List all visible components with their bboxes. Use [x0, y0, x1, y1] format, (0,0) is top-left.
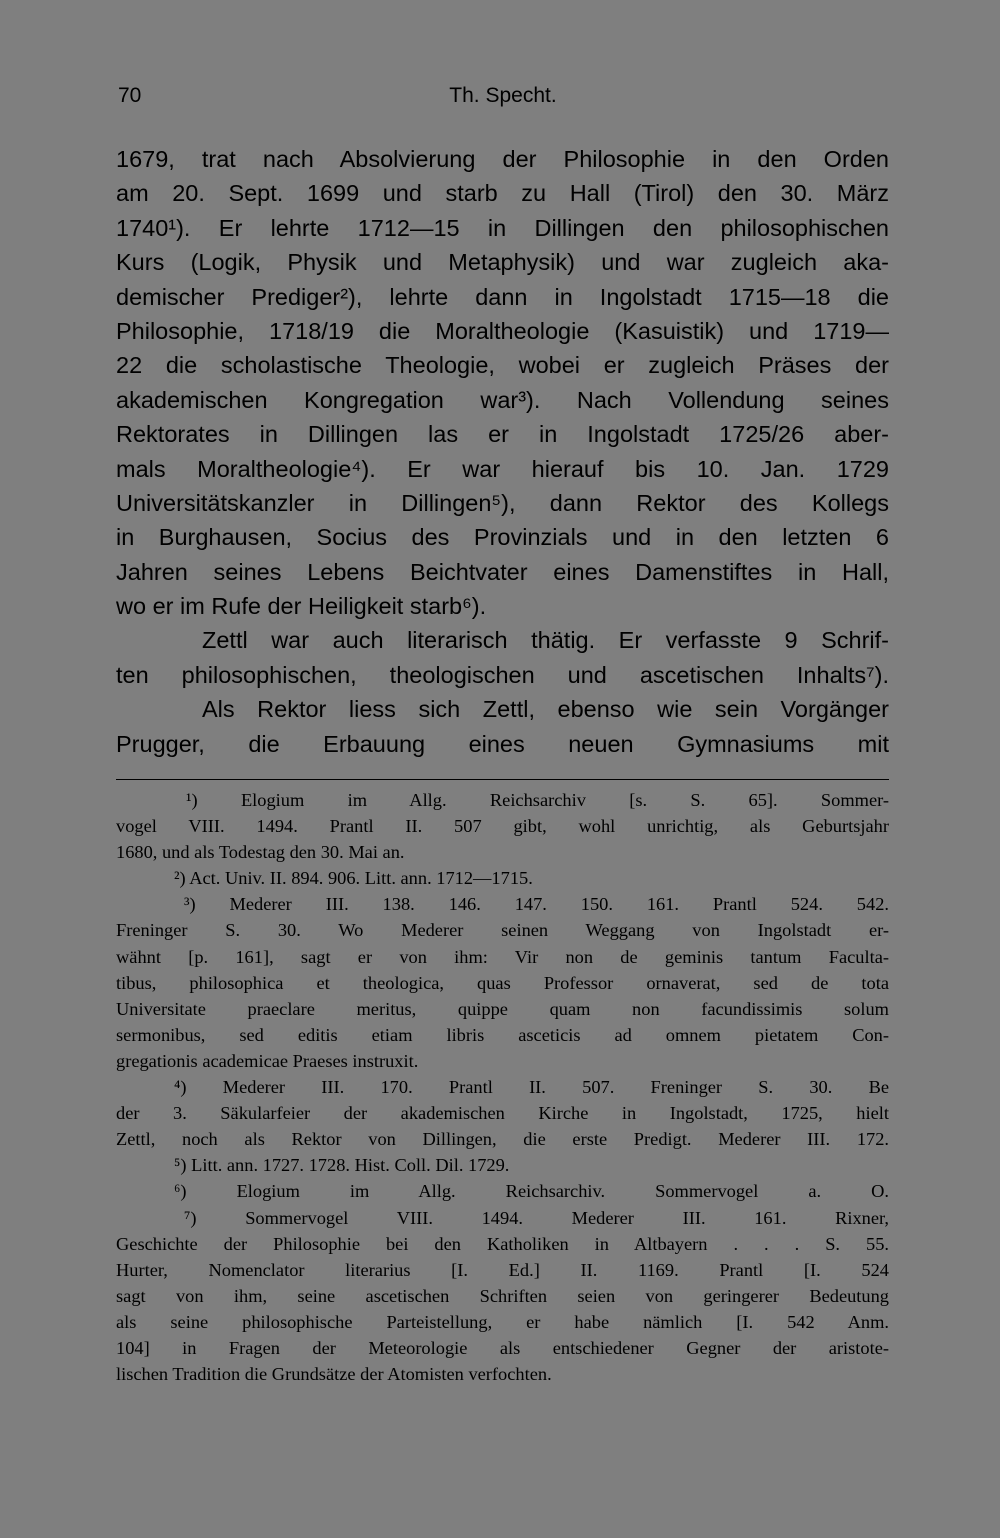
footnote-line: der 3. Säkularfeier der akademischen Kirche in Ingolstadt, 1725, hielt: [116, 1103, 889, 1124]
footnote-line: ⁵) Litt. ann. 1727. 1728. Hist. Coll. Dil. 1729.: [174, 1155, 510, 1176]
footnote-line: sagt von ihm, seine ascetischen Schriften seien von geringerer Bedeutung: [116, 1285, 889, 1306]
footnote-line: ⁶) Elogium im Allg. Reichsarchiv. Sommervogel a. O.: [174, 1181, 889, 1202]
body-line: akademischen Kongregation war³). Nach Vollendung seines: [116, 386, 889, 413]
footnote-line: als seine philosophische Parteistellung, er habe nämlich [I. 542 Anm.: [116, 1311, 889, 1332]
footnote-line: wähnt [p. 161], sagt er von ihm: Vir non de geminis tantum Faculta-: [116, 946, 889, 967]
body-line: 22 die scholastische Theologie, wobei er zugleich Präses der: [116, 352, 889, 379]
footnote-line: Freninger S. 30. Wo Mederer seinen Weggang von Ingolstadt er-: [116, 920, 889, 941]
footnote-line: 1680, und als Todestag den 30. Mai an.: [116, 842, 405, 863]
body-line: Philosophie, 1718/19 die Moraltheologie (Kasuistik) und 1719—: [116, 317, 889, 344]
body-line: 1679, trat nach Absolvierung der Philosophie in den Orden: [116, 146, 889, 172]
footnote-line: tibus, philosophica et theologica, quas Professor ornaverat, sed de tota: [116, 972, 889, 993]
footnote-line: Zettl, noch als Rektor von Dillingen, die erste Predigt. Mederer III. 172.: [116, 1129, 889, 1150]
footnote-line: ²) Act. Univ. II. 894. 906. Litt. ann. 1712—1715.: [174, 868, 533, 889]
footnote-line: sermonibus, sed editis etiam libris asceticis ad omnem pietatem Con-: [116, 1024, 889, 1045]
body-line: Rektorates in Dillingen las er in Ingolstadt 1725/26 aber-: [116, 421, 889, 448]
body-line: Als Rektor liess sich Zettl, ebenso wie sein Vorgänger: [202, 696, 889, 723]
footnote-line: ¹) Elogium im Allg. Reichsarchiv [s. S. 65]. Sommer-: [186, 790, 889, 810]
body-line: Universitätskanzler in Dillingen⁵), dann Rektor des Kollegs: [116, 489, 889, 516]
body-line: mals Moraltheologie⁴). Er war hierauf bis 10. Jan. 1729: [116, 455, 889, 482]
footnote-line: vogel VIII. 1494. Prantl II. 507 gibt, wohl unrichtig, als Geburtsjahr: [116, 816, 889, 837]
body-line: wo er im Rufe der Heiligkeit starb⁶).: [116, 593, 487, 620]
body-line: 1740¹). Er lehrte 1712—15 in Dillingen den philosophischen: [116, 214, 889, 241]
body-line: am 20. Sept. 1699 und starb zu Hall (Tirol) den 30. März: [116, 180, 889, 207]
body-text: [116, 142, 889, 761]
footnote-line: Hurter, Nomenclator literarius [I. Ed.] II. 1169. Prantl [I. 524: [116, 1259, 889, 1280]
footnote-line: 104] in Fragen der Meteorologie als entschiedener Gegner der aristote-: [116, 1337, 889, 1358]
footnote-line: Geschichte der Philosophie bei den Katholiken in Altbayern . . . S. 55.: [116, 1233, 889, 1254]
body-line: demischer Prediger²), lehrte dann in Ingolstadt 1715—18 die: [116, 283, 889, 310]
body-line: in Burghausen, Socius des Provinzials und in den letzten 6: [116, 524, 889, 551]
body-line: Zettl war auch literarisch thätig. Er verfasste 9 Schrif-: [202, 627, 889, 654]
page-header: [118, 84, 888, 114]
running-head: Th. Specht.: [449, 84, 557, 107]
footnote-line: Universitate praeclare meritus, quippe quam non facundissimis solum: [116, 998, 889, 1019]
footnote-line: ⁷) Sommervogel VIII. 1494. Mederer III. 161. Rixner,: [184, 1207, 889, 1228]
footnote-rule: [116, 779, 889, 780]
footnote-line: ⁴) Mederer III. 170. Prantl II. 507. Freninger S. 30. Be: [174, 1077, 889, 1098]
footnote-line: gregationis academicae Praeses instruxit.: [116, 1050, 419, 1071]
footnotes: [116, 787, 889, 1387]
footnote-line: lischen Tradition die Grundsätze der Atomisten verfochten.: [116, 1364, 552, 1385]
body-line: ten philosophischen, theologischen und ascetischen Inhalts⁷).: [116, 661, 889, 688]
page-number: 70: [118, 84, 142, 107]
footnote-line: ³) Mederer III. 138. 146. 147. 150. 161. Prantl 524. 542.: [184, 894, 889, 915]
body-line: Jahren seines Lebens Beichtvater eines Damenstiftes in Hall,: [116, 558, 889, 585]
body-line: Prugger, die Erbauung eines neuen Gymnasiums mit: [116, 730, 889, 757]
body-line: Kurs (Logik, Physik und Metaphysik) und war zugleich aka-: [116, 249, 889, 276]
